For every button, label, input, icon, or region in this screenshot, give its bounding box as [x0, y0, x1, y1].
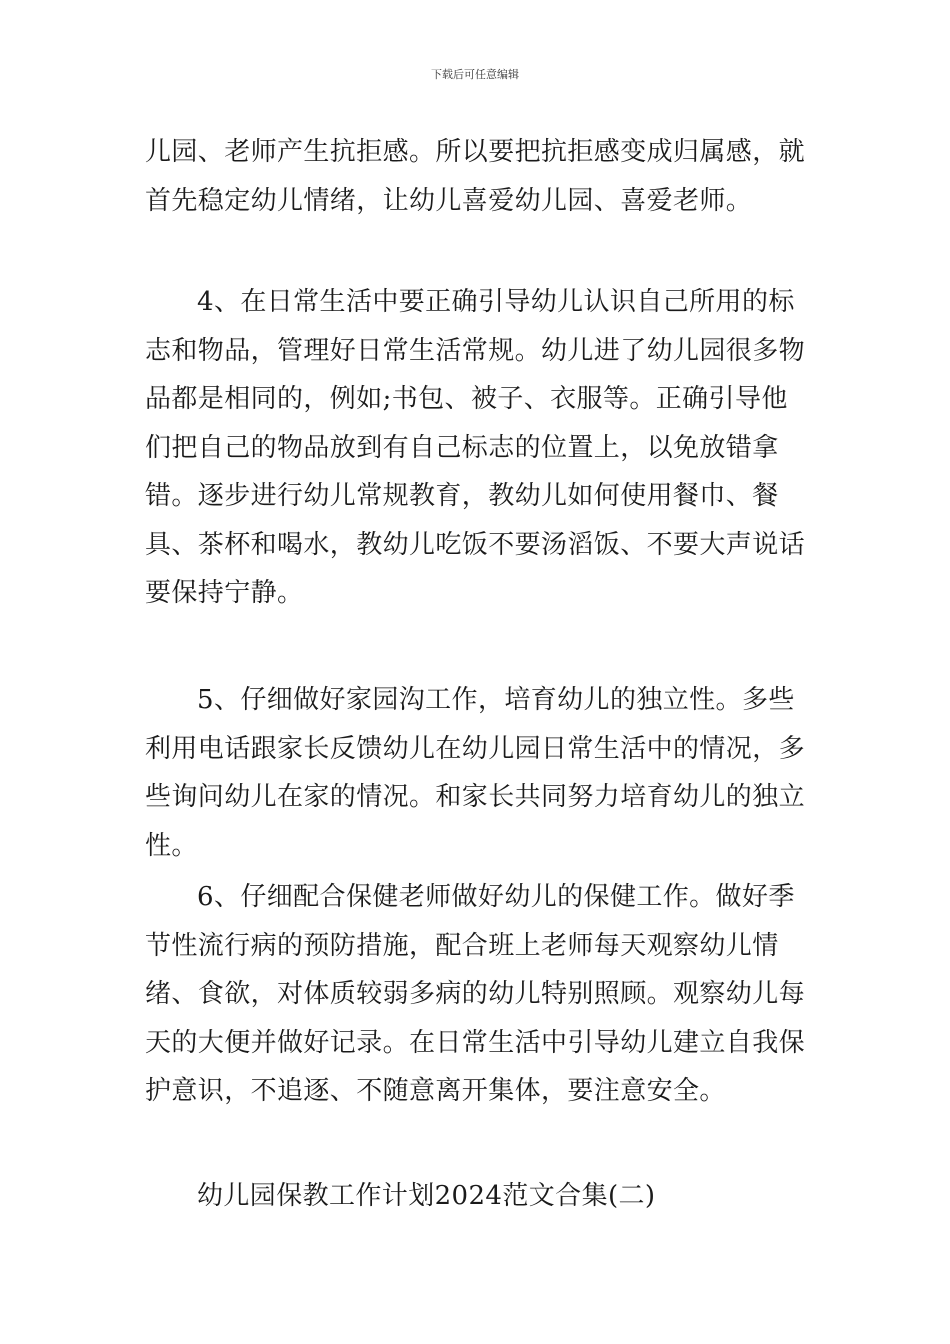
paragraph-item-5: 5、仔细做好家园沟工作，培育幼儿的独立性。多些利用电话跟家长反馈幼儿在幼儿园日常生活中的情况，多些询问幼儿在家的情况。和家长共同努力培育幼儿的独立性。	[145, 685, 806, 861]
header-note: 下载后可任意编辑	[431, 68, 519, 81]
paragraph-item-6: 6、仔细配合保健老师做好幼儿的保健工作。做好季节性流行病的预防措施，配合班上老师每天观察幼儿情绪、食欲，对体质较弱多病的幼儿特别照顾。观察幼儿每天的大便并做好记录。在日常生活中引导幼儿建立自我保护意识，不追逐、不随意离开集体，要注意安全。	[145, 882, 806, 1106]
paragraph-item-4: 4、在日常生活中要正确引导幼儿认识自己所用的标志和物品，管理好日常生活常规。幼儿进了幼儿园很多物品都是相同的，例如;书包、被子、衣服等。正确引导他们把自己的物品放到有自己标志的位置上，以免放错拿错。逐步进行幼儿常规教育，教幼儿如何使用餐巾、餐具、茶杯和喝水，教幼儿吃饭不要汤滔饭、不要大声说话要保持宁静。	[145, 287, 806, 608]
paragraph-continuation: 儿园、老师产生抗拒感。所以要把抗拒感变成归属感，就首先稳定幼儿情绪，让幼儿喜爱幼儿园、喜爱老师。	[145, 137, 806, 216]
section-heading: 幼儿园保教工作计划2024范文合集(二)	[197, 1181, 656, 1211]
